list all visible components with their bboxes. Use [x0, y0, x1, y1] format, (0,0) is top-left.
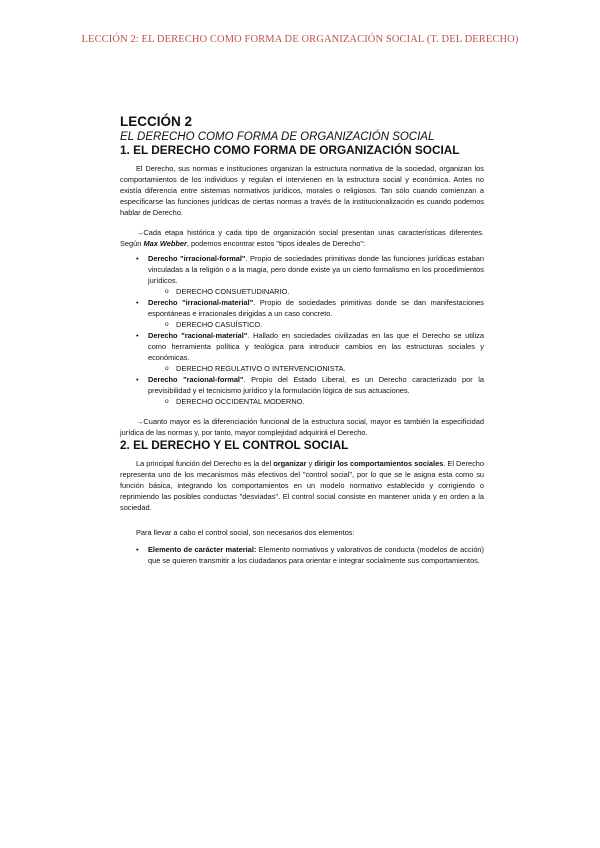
type-term: Derecho "irracional-formal": [148, 254, 246, 263]
type-example: o DERECHO OCCIDENTAL MODERNO.: [165, 397, 305, 406]
lesson-subtitle: EL DERECHO COMO FORMA DE ORGANIZACIÓN SOCIAL: [120, 131, 435, 143]
section-1-paragraph-1: El Derecho, sus normas e instituciones organizan la estructura normativa de la sociedad, organizan los comportamientos de los individuos y regulan el intervienen en la estructura social y económica. Antes no existía diferencia entre sistemas normativos jurídicos, morales o religiosos. Tan sólo cuando comienzan a especificarse las funciones jurídicas de ciertas normas a través de la institucionalización es cuando podemos hablar de Derecho.: [120, 164, 484, 217]
section-2-heading: 2. EL DERECHO Y EL CONTROL SOCIAL: [120, 438, 349, 452]
circle-bullet-icon: o: [165, 398, 169, 405]
type-term: Derecho "racional-material": [148, 331, 248, 340]
section-1-heading: 1. EL DERECHO COMO FORMA DE ORGANIZACIÓN SOCIAL: [120, 143, 460, 157]
type-example: o DERECHO REGULATIVO O INTERVENCIONISTA.: [165, 364, 346, 373]
list-item: [136, 297, 484, 330]
page-content: [120, 114, 484, 566]
circle-bullet-icon: o: [165, 365, 169, 372]
bullet-icon: •: [136, 298, 139, 307]
type-description: . Propio de sociedades primitivas donde las funciones jurídicas estaban vinculadas a la religión o a la magia, pero donde existe ya un cierto formalismo en los procedimientos jurídicos.: [148, 254, 484, 285]
type-description: . Hallado en sociedades civilizadas en las que el Derecho se utiliza como herramienta política y teológica para introducir cambios en las estructuras sociales y económicas.: [148, 331, 484, 362]
element-description: Elemento normativos y valorativos de conducta (modelos de acción) que se quieren transmitir a los ciudadanos para orientar e integrar socialmente sus comportamientos.: [148, 545, 485, 565]
running-header: LECCIÓN 2: EL DERECHO COMO FORMA DE ORGANIZACIÓN SOCIAL (T. DEL DERECHO): [81, 34, 519, 45]
list-item: [136, 330, 484, 374]
type-term: Derecho "racional-formal": [148, 375, 244, 384]
control-elements-list: [120, 544, 484, 566]
law-types-list: [120, 253, 484, 407]
lesson-title: LECCIÓN 2: [120, 114, 193, 129]
circle-bullet-icon: o: [165, 321, 169, 328]
bullet-icon: •: [136, 545, 139, 554]
circle-bullet-icon: o: [165, 288, 169, 295]
bullet-icon: •: [136, 331, 139, 340]
section-2-paragraph-2: Para llevar a cabo el control social, son necesarios dos elementos:: [136, 528, 355, 537]
author-name: Max Webber: [143, 239, 187, 248]
bold-term: organizar: [273, 459, 307, 468]
list-item: [136, 374, 484, 407]
type-description: . Propio del Estado Liberal, es un Derecho caracterizado por la previsibilidad y el tecnicismo jurídico y la formulación lógica de sus actuaciones.: [148, 375, 484, 395]
type-term: Derecho "irracional-material": [148, 298, 254, 307]
section-1-paragraph-3: →Cuanto mayor es la diferenciación funcional de la estructura social, mayor es también la especificidad jurídica de las normas y, por tanto, mayor complejidad adquirirá el Derecho.: [120, 417, 484, 437]
list-item: [136, 253, 484, 297]
bullet-icon: •: [136, 375, 139, 384]
element-term: Elemento de carácter material:: [148, 545, 257, 554]
section-1-paragraph-2: →Cada etapa histórica y cada tipo de organización social presentan unas características diferentes. Según Max Webber, podemos encontrar estos "tipos ideales de Derecho":: [120, 228, 484, 248]
section-2-paragraph-1: La principal función del Derecho es la del organizar y dirigir los comportamientos sociales. El Derecho representa uno de los mecanismos más efectivos del "control social", por lo que se le asigna esta como su función básica, integrando los comportamientos en un modelo normativo establecido y corrigiendo o reprimiendo las posibles conductas "desviadas". El control social consiste en mantener unida y en orden a la sociedad.: [120, 459, 484, 512]
type-example: o DERECHO CONSUETUDINARIO.: [165, 287, 290, 296]
bullet-icon: •: [136, 254, 139, 263]
bold-term: dirigir los comportamientos sociales: [314, 459, 444, 468]
type-description: . Propio de sociedades primitivas donde se dan manifestaciones espontáneas e irracionales dirigidas a un caso concreto.: [148, 298, 484, 318]
list-item: [136, 544, 485, 566]
type-example: o DERECHO CASUÍSTICO.: [165, 320, 263, 329]
